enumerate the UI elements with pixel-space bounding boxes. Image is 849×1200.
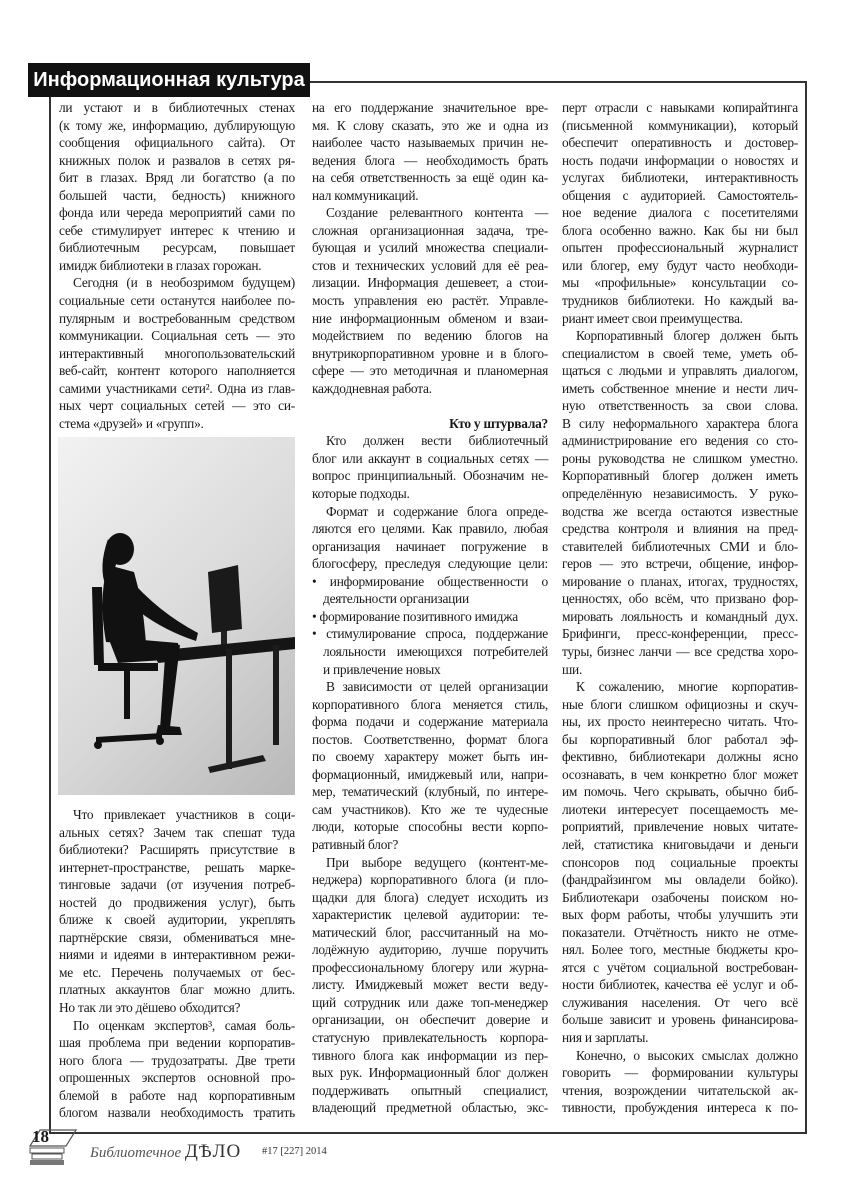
text-line: опрошенных экспертов основной про- [59,1070,295,1086]
text-line: ных черт социальных сетей — это си- [59,398,295,414]
text-line: платных аккаунтов благ можно длить. [59,982,295,998]
text-line: говорить — формировании культуры [562,1065,798,1081]
paragraph [312,99,548,204]
paragraph [312,678,548,853]
text-line: роприятий, привлечение новых читате- [562,819,798,835]
text-line: им помочь. Чего скрывать, обычно биб- [562,784,798,800]
text-line: корпоративного блога меняется стиль, [312,696,548,712]
frame-border-right [805,81,807,1134]
woman-at-desk-silhouette-icon [58,437,295,795]
text-line: служивания населения. От чего всё [562,994,798,1010]
text-line: средства контроля и влияния на пред- [562,521,798,537]
frame-border-bottom [49,1132,807,1134]
paragraph [312,854,548,1117]
text-line: бующая и усилий множества специали- [312,240,548,256]
text-line: водства же всегда остаются известные [562,503,798,519]
section-title: Информационная культура [28,63,310,97]
text-line: ние информационным обменом и взаи- [312,310,548,326]
text-line: ме etc. Перечень получаемых от бес- [59,964,295,980]
magazine-name-caps: ДѢЛО [184,1141,242,1162]
text-line: ближе к своей аудитории, укреплять [59,912,295,928]
text-line: мирование о планах, итогах, трудностях, [562,573,798,589]
magazine-name [90,1141,241,1163]
text-line: ности библиотек, качества её услуг и об- [562,977,798,993]
text-line: ши. [562,661,583,677]
text-line: фонда или череда мероприятий сами по [59,205,295,221]
text-line: больше зависит и уровень финансирова- [562,1012,798,1028]
text-line: показатели. Отчётность никто не отме- [562,924,798,940]
text-line: (к тому же, информацию, дублирующую [59,117,295,133]
text-line: библиотечным ресурсам, повышает [59,240,295,256]
text-line: имидж библиотеки в глазах горожан. [59,257,262,273]
text-line: В зависимости от целей организации [326,679,548,695]
text-line: стов и технических условий для её реа- [312,257,548,273]
text-line: которые подходы. [312,486,410,502]
text-line: неджера) корпоративного блога (и пло- [312,872,548,888]
text-line: блемой в работе над корпоративным [59,1087,295,1103]
text-line: сфере — это методичная и планомерная [312,363,548,379]
paragraph [312,503,548,573]
paragraph [59,99,295,274]
text-line: матический блог, рассчитанный на мо- [312,924,548,940]
text-line: или блогер, ему будут часто необходи- [562,257,798,273]
text-line: блога особенно важно. Как бы ни был [562,222,798,238]
paragraph [562,99,798,327]
magazine-name-italic: Библиотечное [90,1145,182,1161]
paragraph [312,432,548,502]
text-line: К сожалению, многие корпоратив- [576,679,798,695]
text-line: тивности, пробуждения интереса к по- [562,1100,798,1116]
text-line: ностей до продвижения услуг), быть [59,894,295,910]
text-line: фективно, библиотекари должны ясно [562,749,798,765]
paragraph [312,204,548,397]
text-line: бит в глазах. Вряд ли богатство (а по [59,170,295,186]
text-line: щаться с людьми и управлять диалогом, [562,363,798,379]
frame-border-left [49,97,51,1134]
text-line: специалистом в своей теме, уметь об- [562,345,798,361]
text-line: формационный, имиджевый или, напри- [312,766,548,782]
text-line: ны, их просто неинтересно читать. Что- [562,714,798,730]
text-line: опытен профессиональный журналист [562,240,798,256]
text-line: статусную привлекательность корпора- [312,1029,548,1045]
text-line: лодёжную аудиторию, лучше поручить [312,942,548,958]
text-line: интерактивный многопользовательский [59,345,295,361]
text-line: Кто должен вести библиотечный [326,433,548,449]
text-line: ятся с учётом социальной востребован- [562,959,798,975]
text-line: каждодневная работа. [312,380,432,396]
text-line: по своему характеру может быть ин- [312,749,548,765]
text-line: спонсоров под социальные проекты [562,854,798,870]
text-line: профессиональному блогеру или журна- [312,959,548,975]
bullet-item [312,625,548,678]
text-line: самими участниками сети². Одна из глав- [59,380,295,396]
text-line: В силу неформального характера блога [562,415,798,431]
text-line: тивного блога как информации из пер- [312,1047,548,1063]
text-line: Но так ли это дёшево обходится? [59,1000,241,1016]
text-line: иметь собственное мнение и нести лич- [562,380,798,396]
text-line: сам участников). Кто же те чудесные [312,801,548,817]
blank-line [312,397,548,415]
bullet-item [312,573,548,608]
text-line: Библиотекари озабочены поиском но- [562,889,798,905]
text-line: поддерживать опытный специалист, [312,1082,548,1098]
text-line: (фандрайзингом мы овладели бойко). [562,872,798,888]
text-line: чтения, возрождении читательской ак- [562,1082,798,1098]
text-line: общения с аудиторией. Самостоятель- [562,187,798,203]
text-line: ного блога — трудозатраты. Две трети [59,1052,295,1068]
text-line: альных сетях? Зачем так спешат туда [59,824,295,840]
text-line: ное ведение диалога с посетителями [562,205,798,221]
text-line: перт отрасли с навыками копирайтинга [562,100,798,115]
text-line: ные блоги слишком официозны и скуч- [562,696,798,712]
paragraph [562,678,798,1046]
text-line: (письменной коммуникации), который [562,117,798,133]
text-line: листу. Имиджевый может вести веду- [312,977,548,993]
text-line: щий сотрудник или даже топ-менеджер [312,994,548,1010]
text-line: ли устают и в библиотечных стенах [59,100,295,115]
text-line: владеющий предметной областью, экс- [312,1100,548,1116]
text-line: мя. К слову сказать, это же и одна из [312,117,548,133]
paragraph [562,327,798,678]
text-line: нал коммуникаций. [312,187,419,203]
text-line: администрирование его ведения со сто- [562,433,798,449]
text-line: себе стимулирует интерес к чтению и [59,222,295,238]
article-column-1-bottom [59,806,295,1122]
text-line: ративный блог? [312,836,399,852]
text-line: лизации. Информация дешевеет, а стои- [312,275,548,291]
text-line: веб-сайт, контент которого наполняется [59,363,295,379]
paragraph [59,274,295,432]
text-line: шая проблема при ведении корпоратив- [59,1035,295,1051]
text-line: услугах библиотеки, интерактивность [562,170,798,186]
text-line: • стимулирование спроса, поддержание [312,626,548,642]
issue-number: #17 [227] 2014 [262,1146,327,1157]
text-line: ниями и идеями в интерактивном режи- [59,947,295,963]
text-line: роны руководства не слишком уместно. [562,450,798,466]
text-line: книжных полок и развалов в сетях ря- [59,152,295,168]
text-line: вопрос принципиальный. Обозначим не- [312,468,548,484]
text-line: характеристик целевой аудитории: те- [312,907,548,923]
text-line: социальные сети останутся наиболее по- [59,293,295,309]
frame-border-top [310,81,807,83]
text-line: трудников библиотеки. Но каждый ва- [562,293,798,309]
text-line: Корпоративный блогер должен быть [576,328,798,344]
text-line: нял. Более того, местные бюджеты кро- [562,942,798,958]
article-column-1-top [59,99,295,432]
text-line: мость управления ею растёт. Управле- [312,293,548,309]
paragraph [562,1047,798,1117]
text-line: вых форм работы, чтобы улучшить эти [562,907,798,923]
text-line: По оценкам экспертов³, самая боль- [73,1017,295,1033]
text-line: организация начинает погружение в [312,538,548,554]
text-line: Корпоративный блогер должен иметь [562,468,798,484]
text-line: ценностях, обо всём, что призвано фор- [562,591,798,607]
text-line: геров — это встречи, общение, инфор- [562,556,798,572]
text-line: блог или аккаунт в социальных сетях — [312,450,548,466]
text-line: Брифинги, пресс-конференции, пресс- [562,626,798,642]
text-line: пулярным и востребованным средством [59,310,295,326]
text-line: При выборе ведущего (контент-ме- [326,854,548,870]
text-line: Сегодня (и в необозримом будущем) [73,275,295,291]
text-line: большей части, бедность) книжного [59,187,295,203]
page-number: 18 [32,1127,49,1146]
photo-woman-at-computer [58,437,295,795]
text-line: коммуникации. Социальная сеть — это [59,328,295,344]
text-line: • информирование общественности о [312,573,548,589]
text-line: Что привлекает участников в соци- [73,807,295,822]
text-line: Конечно, о высоких смыслах должно [576,1047,798,1063]
text-line: тинговые задачи (от изучения потреб- [59,877,295,893]
text-line: постов. Соответственно, формат блога [312,731,548,747]
text-line: лиотеки интересует посещаемость ме- [562,801,798,817]
text-line: мер, тематический (клубный, по интере- [312,784,548,800]
text-line: бы корпоративный блог работал эф- [562,731,798,747]
text-line: партнёрские связи, обмениваться мне- [59,929,295,945]
text-line: риант имеет свои преимущества. [562,310,743,326]
text-line: лей, статистика книговыдачи и деньги [562,836,798,852]
paragraph [59,806,295,1017]
text-line: щадки для блога) следует исходить из [312,889,548,905]
text-line: туры, бизнес ланчи — все средства хоро- [562,643,798,659]
text-line: сообщения официального сайта). От [59,135,295,151]
text-line: осознавать, в чем конкретно блог может [562,766,798,782]
text-line: ведения блога — необходимость брать [312,152,548,168]
text-line: внутрикорпоративном уровне и в блого- [312,345,548,361]
text-line: ную ответственность за свои слова. [562,398,798,414]
text-line: блогом назвали необходимость тратить [59,1105,295,1121]
text-line: мировать лояльность и командный дух. [562,608,798,624]
article-column-2 [312,99,548,1117]
bullet-item [312,608,548,626]
text-line: форма подачи и содержание материала [312,714,548,730]
text-line: ния и зарплаты. [562,1029,649,1045]
text-line: на себя ответственность за ещё один ка- [312,170,548,186]
text-line: деятельности организации [323,591,469,607]
text-line: наиболее часто называемых причин не- [312,135,548,151]
text-line: Формат и содержание блога опреде- [326,503,548,519]
text-line: Создание релевантного контента — [326,205,548,221]
text-line: и привлечение новых [323,661,441,677]
text-line: ставителей библиотечных СМИ и бло- [562,538,798,554]
text-line: стема «друзей» и «групп». [59,415,204,431]
text-line: блогосферу, преследуя следующие цели: [312,556,548,572]
text-line: модействием по ведению блогов на [312,328,548,344]
article-column-3 [562,99,798,1117]
text-line: определённую независимость. У руко- [562,486,798,502]
text-line: лояльности имеющихся потребителей [323,643,548,659]
text-line: вых рук. Информационный блог должен [312,1065,548,1081]
text-line: интернет-пространстве, решать марке- [59,859,295,875]
text-line: сложная организационная задача, тре- [312,222,548,238]
text-line: мы «профильные» консультации со- [562,275,798,291]
text-line: организации, он обеспечит доверие и [312,1012,548,1028]
text-line: ность подачи информации о новостях и [562,152,798,168]
text-line: • формирование позитивного имиджа [312,608,518,624]
subheading: Кто у штурвала? [449,415,548,431]
text-line: люди, которые способны вести корпо- [312,819,548,835]
text-line: ляются его целями. Как правило, любая [312,521,548,537]
text-line: библиотеки? Расширять присутствие в [59,842,295,858]
paragraph [59,1017,295,1122]
text-line: на его поддержание значительное вре- [312,100,548,115]
text-line: обеспечит оперативность и достовер- [562,135,798,151]
